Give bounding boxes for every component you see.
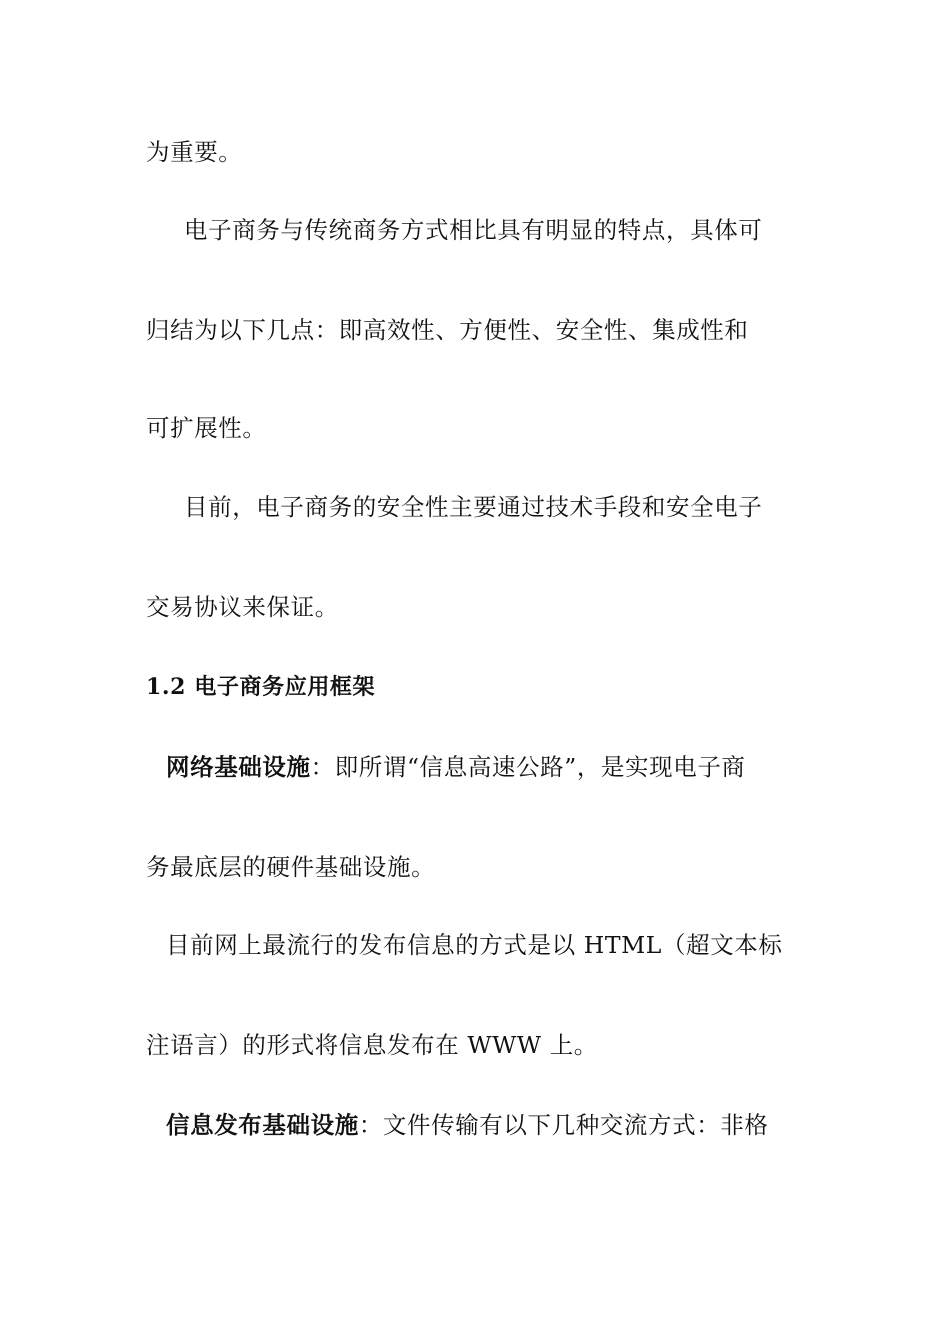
paragraph-publish-line1: [166, 1109, 769, 1141]
paragraph-network-line1: [166, 751, 746, 783]
term-publish-infrastructure: 信息发布基础设施: [166, 1111, 359, 1139]
text-line-3: 归结为以下几点：即高效性、方便性、安全性、集成性和: [146, 316, 749, 344]
text-line-4: 可扩展性。: [146, 414, 267, 442]
paragraph-network-line2: 务最底层的硬件基础设施。: [146, 853, 436, 881]
term-network-infrastructure: 网络基础设施: [166, 753, 311, 781]
paragraph-html-line1: 目前网上最流行的发布信息的方式是以 HTML（超文本标: [166, 931, 783, 959]
publish-line1-text: ：文件传输有以下几种交流方式：非格: [358, 1111, 769, 1139]
paragraph-html-line2: 注语言）的形式将信息发布在 WWW 上。: [146, 1031, 598, 1059]
section-heading: 1.2 电子商务应用框架: [146, 674, 376, 700]
text-line-2: 电子商务与传统商务方式相比具有明显的特点，具体可: [184, 216, 763, 244]
text-line-6: 交易协议来保证。: [146, 593, 339, 621]
text-line-1: 为重要。: [146, 138, 243, 166]
network-line1-text: ：即所谓“信息高速公路”，是实现电子商: [310, 753, 746, 781]
text-line-5: 目前，电子商务的安全性主要通过技术手段和安全电子: [184, 493, 763, 521]
